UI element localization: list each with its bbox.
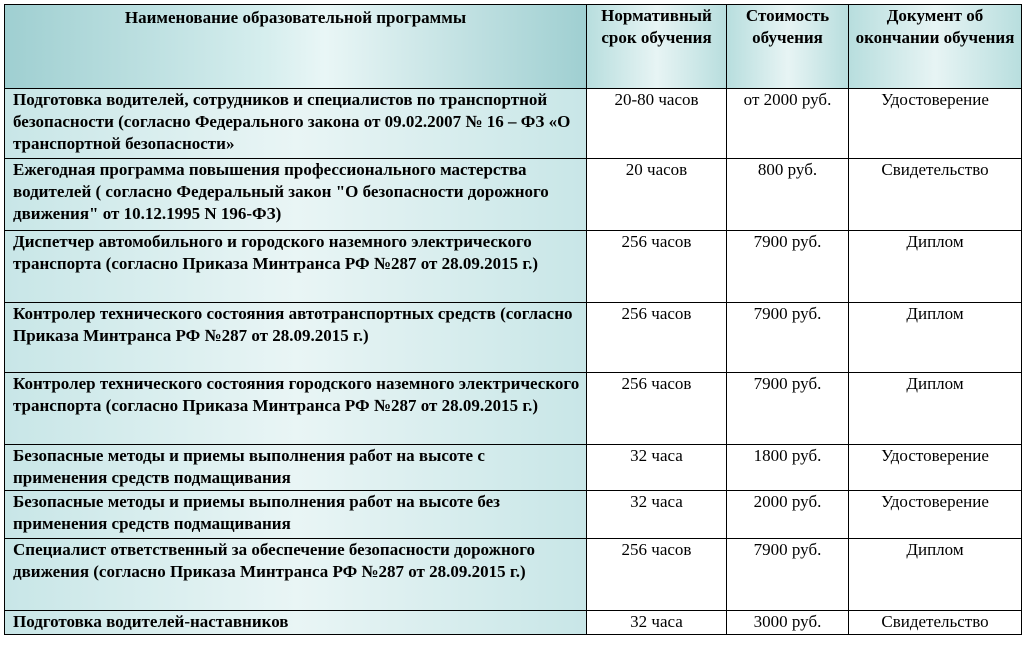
program-name: Диспетчер автомобильного и городского наземного электрического транспорта (согласно Приказа Минтранса РФ №287 от 28.09.2015 г.) (5, 231, 587, 303)
table-row (5, 303, 1022, 373)
program-cost: 3000 руб. (727, 611, 849, 635)
header-document: Документ об окончании обучения (849, 5, 1022, 89)
table-row (5, 611, 1022, 635)
table-row (5, 231, 1022, 303)
programs-table (4, 4, 1022, 635)
program-document: Диплом (849, 373, 1022, 445)
program-cost: 2000 руб. (727, 491, 849, 539)
program-name: Безопасные методы и приемы выполнения работ на высоте с применения средств подмащивания (5, 445, 587, 491)
program-document: Свидетельство (849, 611, 1022, 635)
program-duration: 32 часа (587, 491, 727, 539)
program-name: Специалист ответственный за обеспечение безопасности дорожного движения (согласно Приказа Минтранса РФ №287 от 28.09.2015 г.) (5, 539, 587, 611)
program-duration: 32 часа (587, 445, 727, 491)
program-cost: 7900 руб. (727, 231, 849, 303)
table-row (5, 491, 1022, 539)
program-duration: 256 часов (587, 373, 727, 445)
header-duration: Нормативный срок обучения (587, 5, 727, 89)
program-name: Подготовка водителей-наставников (5, 611, 587, 635)
table-row (5, 89, 1022, 159)
program-name: Безопасные методы и приемы выполнения работ на высоте без применения средств подмащивания (5, 491, 587, 539)
header-cost: Стоимость обучения (727, 5, 849, 89)
program-name: Контролер технического состояния городского наземного электрического транспорта (согласно Приказа Минтранса РФ №287 от 28.09.2015 г.) (5, 373, 587, 445)
program-cost: 800 руб. (727, 159, 849, 231)
program-cost: 1800 руб. (727, 445, 849, 491)
program-document: Диплом (849, 539, 1022, 611)
program-duration: 256 часов (587, 303, 727, 373)
program-duration: 256 часов (587, 231, 727, 303)
program-duration: 256 часов (587, 539, 727, 611)
table-row (5, 445, 1022, 491)
program-name: Подготовка водителей, сотрудников и специалистов по транспортной безопасности (согласно Федерального закона от 09.02.2007 № 16 – ФЗ «О транспортной безопасности» (5, 89, 587, 159)
header-program-name: Наименование образовательной программы (5, 5, 587, 89)
program-cost: 7900 руб. (727, 539, 849, 611)
program-document: Удостоверение (849, 89, 1022, 159)
program-duration: 20-80 часов (587, 89, 727, 159)
table-row (5, 373, 1022, 445)
program-document: Удостоверение (849, 445, 1022, 491)
program-document: Диплом (849, 303, 1022, 373)
program-cost: от 2000 руб. (727, 89, 849, 159)
program-document: Свидетельство (849, 159, 1022, 231)
program-cost: 7900 руб. (727, 373, 849, 445)
program-document: Диплом (849, 231, 1022, 303)
program-name: Контролер технического состояния автотранспортных средств (согласно Приказа Минтранса РФ №287 от 28.09.2015 г.) (5, 303, 587, 373)
program-document: Удостоверение (849, 491, 1022, 539)
table-row (5, 159, 1022, 231)
program-cost: 7900 руб. (727, 303, 849, 373)
table-row (5, 539, 1022, 611)
program-duration: 20 часов (587, 159, 727, 231)
program-duration: 32 часа (587, 611, 727, 635)
program-name: Ежегодная программа повышения профессионального мастерства водителей ( согласно Федеральный закон "О безопасности дорожного движения" от 10.12.1995 N 196-ФЗ) (5, 159, 587, 231)
table-header-row (5, 5, 1022, 89)
